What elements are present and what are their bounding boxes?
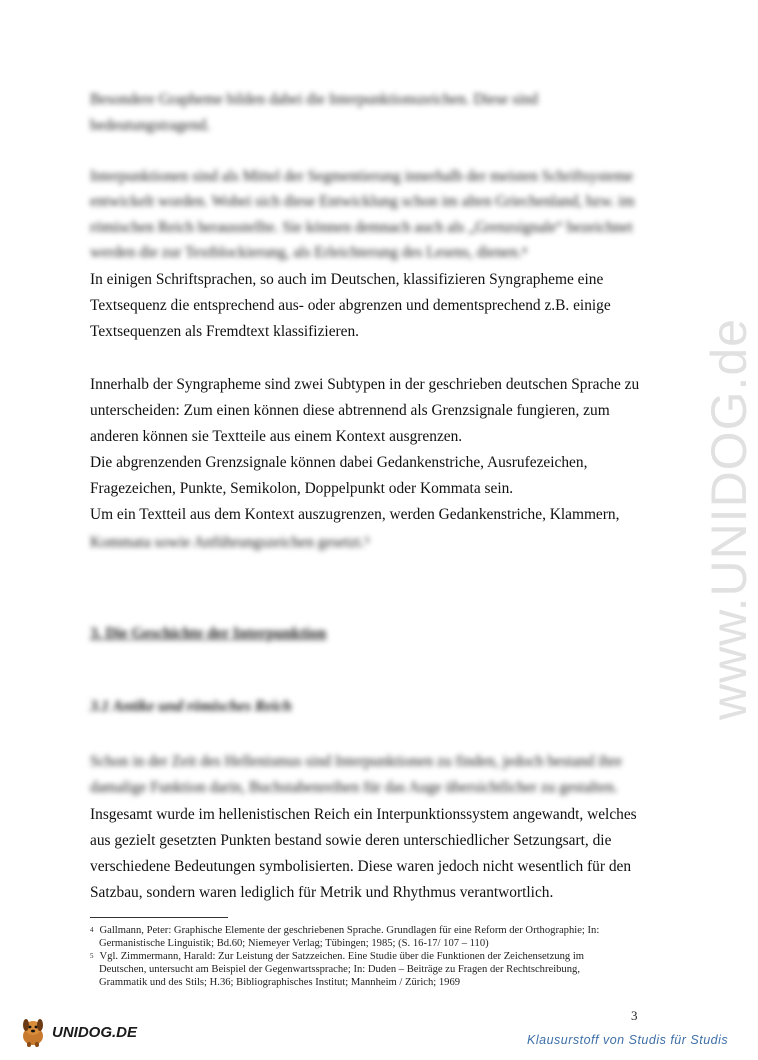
footnote-text-line: Grammatik und des Stils; H.36; Bibliographisches Institut; Mannheim / Zürich; 1969 bbox=[99, 977, 461, 988]
footnote-divider bbox=[90, 917, 228, 918]
subsection-heading: 3.1 Antike und römisches Reich bbox=[90, 698, 292, 715]
footer-tagline: Klausurstoff von Studis für Studis bbox=[527, 1033, 729, 1047]
body-text-line: Um ein Textteil aus dem Kontext auszugrenzen, werden Gedankenstriche, Klammern, bbox=[90, 506, 620, 523]
footnote-5 bbox=[90, 950, 584, 963]
body-text-line: Textsequenzen als Fremdtext klassifizieren. bbox=[90, 323, 360, 340]
section-heading: 3. Die Geschichte der Interpunktion bbox=[90, 625, 327, 642]
blurred-text-line: römischen Reich herausstellte. Sie können demnach auch als „Grenzsignale“ bezeichnet bbox=[90, 219, 633, 236]
body-text-line: Insgesamt wurde im hellenistischen Reich ein Interpunktionssystem angewandt, welches bbox=[90, 806, 637, 823]
page-number: 3 bbox=[631, 1008, 638, 1023]
blurred-text-line: werden die zur Textblockierung, als Erleichterung des Lesens, dienen.⁴ bbox=[90, 244, 527, 261]
body-text-line: Fragezeichen, Punkte, Semikolon, Doppelpunkt oder Kommata sein. bbox=[90, 480, 514, 497]
body-text-line: aus gezielt gesetzten Punkten bestand sowie deren unterschiedlicher Setzungsart, die bbox=[90, 832, 612, 849]
body-text-line: Textsequenz die entsprechend aus- oder abgrenzen und dementsprechend z.B. einige bbox=[90, 297, 611, 314]
logo-text: UNIDOG.DE bbox=[52, 1023, 138, 1041]
blurred-text-line: Kommata sowie Anführungszeichen gesetzt.⁵ bbox=[90, 534, 370, 551]
footnote-text-line: Deutschen, untersucht am Beispiel der Gegenwartssprache; In: Duden – Beiträge zu Fragen der Rechtschreibung, bbox=[99, 964, 580, 975]
footnote-text-line: Germanistische Linguistik; Bd.60; Niemeyer Verlag; Tübingen; 1985; (S. 16-17/ 107 – 110) bbox=[99, 938, 489, 949]
body-text-line: Die abgrenzenden Grenzsignale können dabei Gedankenstriche, Ausrufezeichen, bbox=[90, 454, 588, 471]
blurred-text-line: Interpunktionen sind als Mittel der Segmentierung innerhalb der meisten Schriftsysteme bbox=[90, 168, 634, 185]
footnote-4 bbox=[90, 924, 599, 937]
unidog-logo[interactable] bbox=[18, 1014, 137, 1050]
footnote-text: Gallmann, Peter: Graphische Elemente der geschriebenen Sprache. Grundlagen für eine Reform der Orthographie; In: bbox=[99, 925, 600, 936]
body-text-line: Satzbau, sondern waren lediglich für Metrik und Rhythmus verantwortlich. bbox=[90, 884, 554, 901]
body-text-line: unterscheiden: Zum einen können diese abtrennend als Grenzsignale fungieren, zum bbox=[90, 402, 610, 419]
body-text-line: verschiedene Bedeutungen symbolisierten. Diese waren jedoch nicht wesentlich für den bbox=[90, 858, 632, 875]
blurred-text-line: entwickelt worden. Wobei sich diese Entwicklung schon im alten Griechenland, bzw. im bbox=[90, 193, 635, 210]
body-text-line: Innerhalb der Syngrapheme sind zwei Subtypen in der geschrieben deutschen Sprache zu bbox=[90, 376, 640, 393]
blurred-text-line: Besondere Grapheme bilden dabei die Interpunktionszeichen. Diese sind bbox=[90, 91, 538, 108]
blurred-text-line: Schon in der Zeit des Hellenismus sind Interpunktionen zu finden, jedoch bestand ihre bbox=[90, 753, 623, 770]
watermark: www.UNIDOG.de bbox=[701, 318, 757, 720]
blurred-text-line: bedeutungstragend. bbox=[90, 117, 211, 134]
body-text-line: In einigen Schriftsprachen, so auch im Deutschen, klassifizieren Syngrapheme eine bbox=[90, 271, 604, 288]
footnote-number: 5 bbox=[90, 952, 94, 960]
body-text-line: anderen können sie Textteile aus einem Kontext ausgrenzen. bbox=[90, 428, 463, 445]
footnote-text: Vgl. Zimmermann, Harald: Zur Leistung der Satzzeichen. Eine Studie über die Funktionen der Zeichensetzung im bbox=[99, 951, 585, 962]
footnote-number: 4 bbox=[90, 926, 94, 934]
blurred-text-line: damalige Funktion darin, Buchstabenreihen für das Auge übersichtlicher zu gestalten. bbox=[90, 779, 618, 796]
dog-icon bbox=[18, 1016, 48, 1048]
